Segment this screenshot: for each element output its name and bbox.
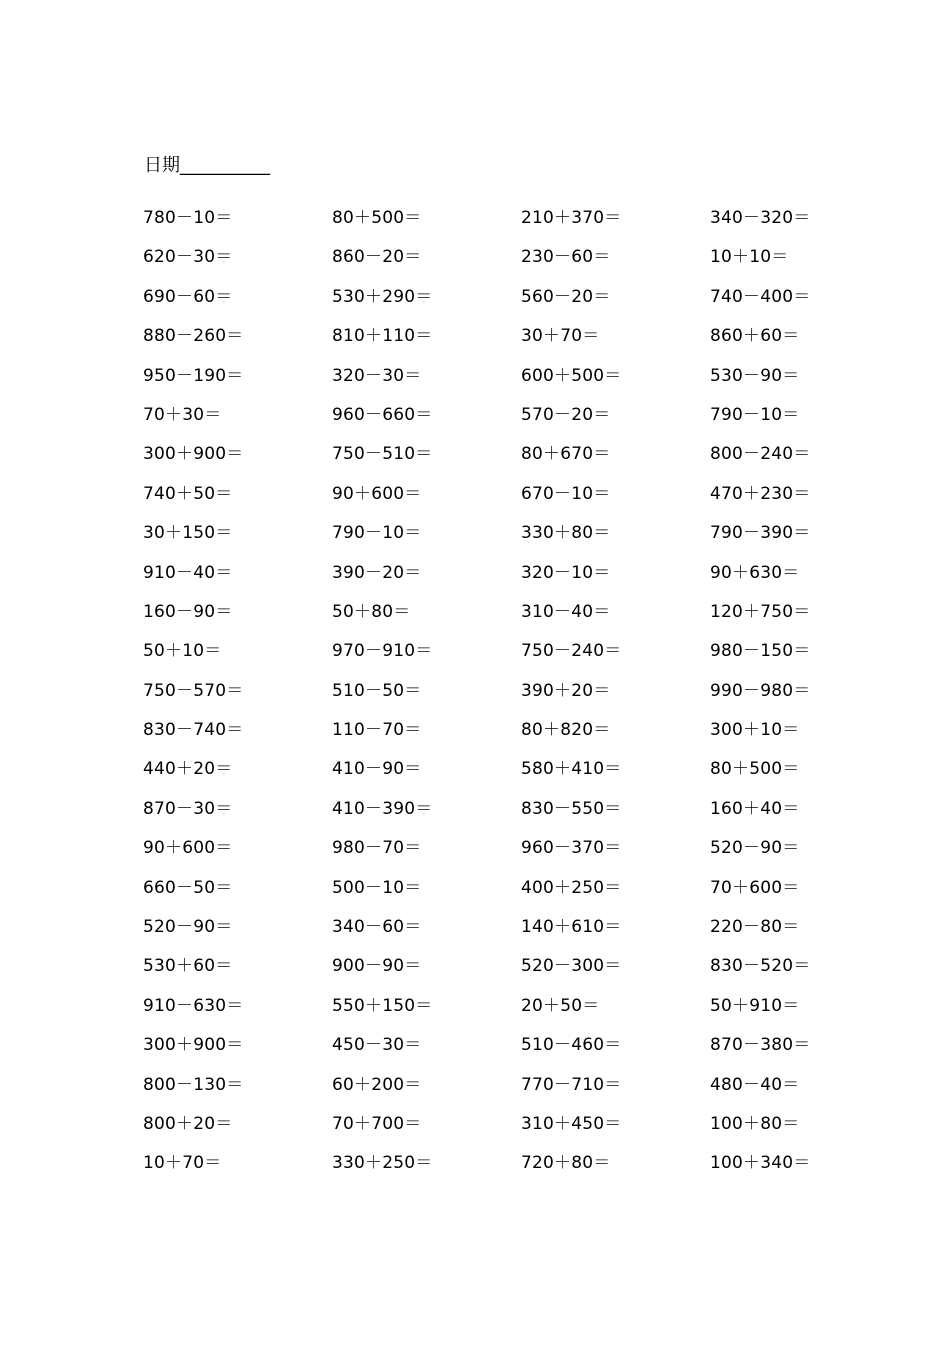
math-problem: 600＋500＝ <box>521 365 622 386</box>
math-problem: 720＋80＝ <box>521 1153 611 1174</box>
math-problem: 210＋370＝ <box>521 208 622 228</box>
math-problem: 60＋200＝ <box>332 1074 422 1095</box>
math-problem: 830－520＝ <box>710 956 811 977</box>
math-problem: 90＋630＝ <box>710 562 800 583</box>
math-problem: 980－150＝ <box>710 641 811 662</box>
math-problem: 340－60＝ <box>332 917 422 938</box>
math-problem: 620－30＝ <box>143 247 233 268</box>
math-problem: 90＋600＝ <box>332 483 422 504</box>
math-problem: 860＋60＝ <box>710 326 800 347</box>
math-problem: 30＋70＝ <box>521 326 600 347</box>
math-problem: 500－10＝ <box>332 877 422 898</box>
math-problem: 520－300＝ <box>521 956 622 977</box>
math-problem: 910－40＝ <box>143 562 233 583</box>
math-problem: 980－70＝ <box>332 838 422 859</box>
math-problem: 670－10＝ <box>521 483 611 504</box>
math-problem: 470＋230＝ <box>710 483 811 504</box>
math-problem: 960－660＝ <box>332 404 433 425</box>
math-problem: 690－60＝ <box>143 286 233 307</box>
math-problem: 880－260＝ <box>143 326 244 347</box>
math-problem: 520－90＝ <box>710 838 800 859</box>
math-problem: 870－380＝ <box>710 1035 811 1056</box>
math-problem: 20＋50＝ <box>521 995 600 1016</box>
math-problem: 990－980＝ <box>710 680 811 701</box>
math-problem: 80＋500＝ <box>710 759 800 780</box>
math-problem: 450－30＝ <box>332 1035 422 1056</box>
math-problem: 570－20＝ <box>521 404 611 425</box>
math-problem: 100＋340＝ <box>710 1153 811 1174</box>
math-problem: 330＋250＝ <box>332 1153 433 1174</box>
problem-grid <box>143 204 843 1189</box>
math-problem: 140＋610＝ <box>521 917 622 938</box>
math-problem: 530－90＝ <box>710 365 800 386</box>
math-problem: 160＋40＝ <box>710 798 800 819</box>
math-problem: 560－20＝ <box>521 286 611 307</box>
date-label: 日期__________ <box>144 155 270 176</box>
math-problem: 410－90＝ <box>332 759 422 780</box>
math-problem: 10＋10＝ <box>710 247 789 268</box>
math-problem: 330＋80＝ <box>521 523 611 544</box>
math-problem: 910－630＝ <box>143 995 244 1016</box>
math-problem: 530＋290＝ <box>332 286 433 307</box>
math-problem: 790－10＝ <box>332 523 422 544</box>
math-problem: 110－70＝ <box>332 720 422 741</box>
math-problem: 800－240＝ <box>710 444 811 465</box>
math-problem: 390＋20＝ <box>521 680 611 701</box>
math-problem: 50＋10＝ <box>143 641 222 662</box>
math-problem: 160－90＝ <box>143 601 233 622</box>
math-problem: 870－30＝ <box>143 798 233 819</box>
math-problem: 320－30＝ <box>332 365 422 386</box>
math-problem: 400＋250＝ <box>521 877 622 898</box>
math-problem: 80＋500＝ <box>332 208 422 228</box>
math-problem: 960－370＝ <box>521 838 622 859</box>
math-problem: 800－130＝ <box>143 1074 244 1095</box>
math-problem: 830－550＝ <box>521 798 622 819</box>
math-problem: 300＋900＝ <box>143 444 244 465</box>
math-problem: 310＋450＝ <box>521 1113 622 1134</box>
math-problem: 220－80＝ <box>710 917 800 938</box>
math-problem: 520－90＝ <box>143 917 233 938</box>
math-problem: 580＋410＝ <box>521 759 622 780</box>
math-problem: 810＋110＝ <box>332 326 433 347</box>
math-problem: 510－50＝ <box>332 680 422 701</box>
math-problem: 780－10＝ <box>143 208 233 228</box>
math-problem: 800＋20＝ <box>143 1113 233 1134</box>
math-problem: 10＋70＝ <box>143 1153 222 1174</box>
math-problem: 80＋670＝ <box>521 444 611 465</box>
math-problem: 100＋80＝ <box>710 1113 800 1134</box>
math-problem: 340－320＝ <box>710 208 811 228</box>
math-problem: 480－40＝ <box>710 1074 800 1095</box>
math-problem: 310－40＝ <box>521 601 611 622</box>
math-problem: 320－10＝ <box>521 562 611 583</box>
math-problem: 750－240＝ <box>521 641 622 662</box>
math-problem: 950－190＝ <box>143 365 244 386</box>
math-problem: 80＋820＝ <box>521 720 611 741</box>
math-problem: 300＋900＝ <box>143 1035 244 1056</box>
math-problem: 830－740＝ <box>143 720 244 741</box>
math-problem: 440＋20＝ <box>143 759 233 780</box>
math-problem: 510－460＝ <box>521 1035 622 1056</box>
math-problem: 660－50＝ <box>143 877 233 898</box>
math-problem: 740－400＝ <box>710 286 811 307</box>
math-problem: 70＋30＝ <box>143 404 222 425</box>
math-problem: 750－570＝ <box>143 680 244 701</box>
math-problem: 230－60＝ <box>521 247 611 268</box>
math-problem: 70＋700＝ <box>332 1113 422 1134</box>
math-problem: 970－910＝ <box>332 641 433 662</box>
math-problem: 30＋150＝ <box>143 523 233 544</box>
math-problem: 390－20＝ <box>332 562 422 583</box>
math-problem: 90＋600＝ <box>143 838 233 859</box>
math-problem: 120＋750＝ <box>710 601 811 622</box>
math-problem: 790－390＝ <box>710 523 811 544</box>
math-problem: 750－510＝ <box>332 444 433 465</box>
math-problem: 50＋910＝ <box>710 995 800 1016</box>
math-problem: 740＋50＝ <box>143 483 233 504</box>
math-problem: 70＋600＝ <box>710 877 800 898</box>
math-problem: 770－710＝ <box>521 1074 622 1095</box>
math-problem: 860－20＝ <box>332 247 422 268</box>
math-problem: 900－90＝ <box>332 956 422 977</box>
math-problem: 550＋150＝ <box>332 995 433 1016</box>
math-problem: 300＋10＝ <box>710 720 800 741</box>
math-problem: 410－390＝ <box>332 798 433 819</box>
math-problem: 530＋60＝ <box>143 956 233 977</box>
math-problem: 50＋80＝ <box>332 601 411 622</box>
math-problem: 790－10＝ <box>710 404 800 425</box>
